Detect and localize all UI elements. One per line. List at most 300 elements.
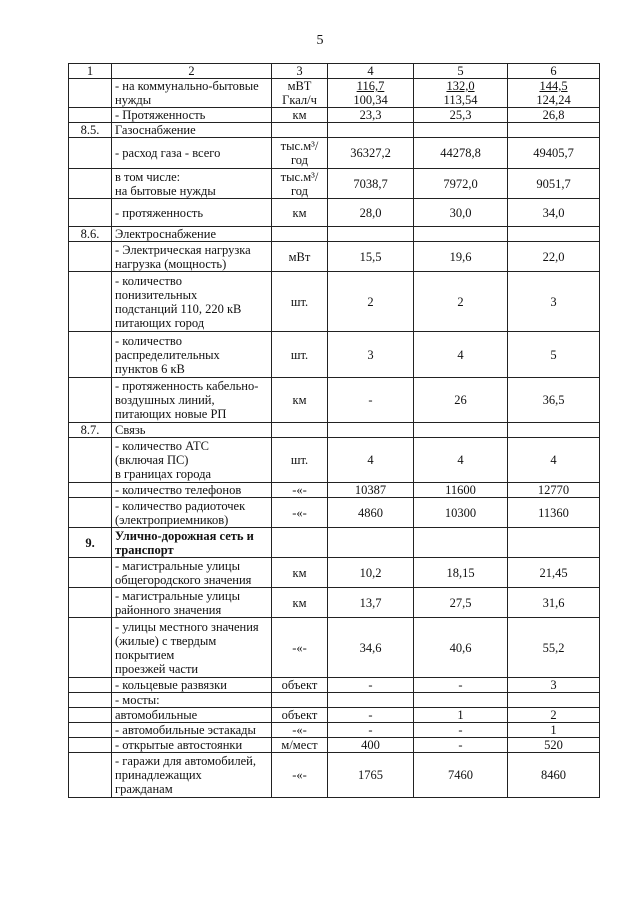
cell-line: м/мест — [281, 738, 318, 752]
unit-cell — [272, 199, 328, 227]
value-cell-c4 — [328, 123, 414, 138]
cell-line: 22,0 — [542, 249, 565, 264]
cell-line: 10300 — [444, 505, 477, 520]
section-number-cell — [69, 558, 112, 588]
cell-line: 1765 — [358, 768, 383, 782]
cell-line: (включая ПС) — [115, 453, 189, 467]
cell-line: 8460 — [541, 768, 566, 782]
table-row — [69, 169, 600, 199]
cell-line: - открытые автостоянки — [115, 738, 243, 752]
cell-line: -«- — [292, 640, 307, 655]
cell-line: км — [292, 108, 307, 122]
section-number-cell — [69, 272, 112, 332]
table-row — [69, 588, 600, 618]
table-row — [69, 708, 600, 723]
section-number-cell — [69, 723, 112, 738]
cell-line: районного значения — [115, 602, 222, 617]
value-cell-c5 — [414, 723, 508, 738]
cell-line: 4 — [457, 347, 464, 362]
value-cell-c5 — [414, 618, 508, 678]
value-cell-c4 — [328, 693, 414, 708]
table-row — [69, 199, 600, 227]
table-row — [69, 108, 600, 123]
indicator-name-cell — [112, 708, 272, 723]
cell-line: 31,6 — [542, 595, 565, 610]
cell-line: 7038,7 — [353, 176, 388, 191]
value-cell-c6 — [508, 242, 600, 272]
cell-line: - мосты: — [115, 693, 160, 707]
value-cell-c6 — [508, 108, 600, 123]
table-row — [69, 79, 600, 108]
cell-line: 2 — [457, 294, 464, 309]
unit-cell — [272, 498, 328, 528]
value-cell-c4 — [328, 618, 414, 678]
value-cell-c4 — [328, 242, 414, 272]
indicator-name-cell — [112, 79, 272, 108]
cell-line: (жилые) с твердым — [115, 633, 217, 648]
value-cell-c4 — [328, 438, 414, 483]
section-number-cell — [69, 693, 112, 708]
cell-line: проезжей части — [115, 661, 199, 676]
unit-cell — [272, 79, 328, 108]
section-number-cell — [69, 169, 112, 199]
indicator-name-cell — [112, 332, 272, 378]
value-cell-c5 — [414, 169, 508, 199]
value-cell-c5 — [414, 588, 508, 618]
cell-line: пунктов 6 кВ — [115, 361, 185, 376]
value-cell-c4 — [328, 558, 414, 588]
value-cell-c5 — [414, 123, 508, 138]
value-cell-c5 — [414, 498, 508, 528]
infrastructure-table — [68, 63, 600, 798]
value-cell-c5 — [414, 227, 508, 242]
cell-line: - гаражи для автомобилей, — [115, 754, 256, 768]
cell-line: в границах города — [115, 467, 212, 481]
cell-line: 1 — [550, 723, 557, 737]
value-cell-c6 — [508, 483, 600, 498]
section-number-cell — [69, 108, 112, 123]
cell-line: 11600 — [445, 483, 476, 497]
cell-line: 28,0 — [359, 205, 382, 220]
cell-line: 30,0 — [449, 205, 472, 220]
value-cell-c4 — [328, 272, 414, 332]
unit-cell — [272, 169, 328, 199]
value-cell-c6 — [508, 438, 600, 483]
header-cell: 1 — [69, 64, 112, 79]
value-cell-c5 — [414, 678, 508, 693]
value-cell-c6 — [508, 753, 600, 798]
value-cell-c5 — [414, 378, 508, 423]
header-cell: 6 — [508, 64, 600, 79]
cell-line: Улично-дорожная сеть и — [115, 528, 254, 543]
indicator-name-cell — [112, 723, 272, 738]
cell-line: покрытием — [115, 647, 175, 662]
cell-line: 4 — [457, 453, 464, 467]
section-number-cell — [69, 588, 112, 618]
cell-line: 3 — [550, 294, 557, 309]
cell-line: 113,54 — [443, 93, 478, 107]
cell-line: 34,0 — [542, 205, 565, 220]
cell-line: -«- — [292, 723, 307, 737]
header-row — [69, 64, 600, 79]
cell-line: шт. — [290, 347, 309, 362]
unit-cell — [272, 227, 328, 242]
table-body — [69, 64, 600, 798]
table-row — [69, 138, 600, 169]
cell-line: - улицы местного значения — [115, 619, 259, 634]
cell-line: распределительных — [115, 347, 220, 362]
cell-line: - кольцевые развязки — [115, 678, 227, 692]
cell-line: - автомобильные эстакады — [115, 723, 256, 737]
cell-line: питающих город — [115, 315, 205, 330]
value-cell-c5 — [414, 332, 508, 378]
cell-line: год — [290, 183, 309, 198]
indicator-name-cell — [112, 138, 272, 169]
cell-line: объект — [281, 708, 318, 722]
cell-line: 18,15 — [446, 565, 475, 580]
cell-line: 3 — [367, 347, 374, 362]
cell-line: нужды — [115, 93, 152, 107]
cell-line: 4 — [367, 453, 374, 467]
section-number-cell: 8.5. — [69, 123, 112, 138]
unit-cell — [272, 678, 328, 693]
value-cell-c5 — [414, 108, 508, 123]
cell-line: 520 — [544, 738, 563, 752]
value-cell-c5 — [414, 753, 508, 798]
cell-line: понизительных — [115, 287, 198, 302]
value-cell-c6 — [508, 332, 600, 378]
cell-line: тыс.м³/ — [280, 139, 319, 153]
unit-cell — [272, 438, 328, 483]
cell-line: 7972,0 — [443, 176, 478, 191]
cell-line: Газоснабжение — [115, 123, 196, 137]
cell-line: - количество — [115, 273, 182, 288]
cell-line: - магистральные улицы — [115, 588, 240, 603]
indicator-name-cell — [112, 588, 272, 618]
value-cell-c6 — [508, 723, 600, 738]
section-number-cell: 8.7. — [69, 423, 112, 438]
unit-cell — [272, 123, 328, 138]
cell-line: 12770 — [537, 483, 570, 497]
section-number-cell — [69, 438, 112, 483]
value-cell-c6 — [508, 199, 600, 227]
cell-line: шт. — [290, 453, 309, 467]
value-cell-c6 — [508, 528, 600, 558]
table-row — [69, 753, 600, 798]
value-cell-c4 — [328, 588, 414, 618]
unit-cell — [272, 108, 328, 123]
cell-line: 400 — [361, 738, 380, 752]
cell-line: 100,34 — [353, 93, 388, 107]
value-cell-c4 — [328, 378, 414, 423]
cell-line: 7460 — [448, 768, 473, 782]
cell-line: - — [368, 723, 373, 737]
cell-line: - протяженность кабельно- — [115, 379, 259, 393]
indicator-name-cell — [112, 272, 272, 332]
value-cell-c4 — [328, 498, 414, 528]
value-cell-c4 — [328, 678, 414, 693]
value-cell-c4 — [328, 108, 414, 123]
cell-line: 55,2 — [542, 640, 565, 655]
cell-line: на бытовые нужды — [115, 183, 216, 198]
cell-line: воздушных линий, — [115, 393, 215, 407]
indicator-name-cell — [112, 558, 272, 588]
value-cell-c6 — [508, 169, 600, 199]
cell-line: -«- — [292, 483, 307, 497]
value-cell-c5 — [414, 79, 508, 108]
table-row — [69, 272, 600, 332]
unit-cell — [272, 272, 328, 332]
section-number-cell — [69, 738, 112, 753]
value-cell-c4 — [328, 723, 414, 738]
section-number-cell: 8.6. — [69, 227, 112, 242]
unit-cell — [272, 483, 328, 498]
value-cell-c6 — [508, 618, 600, 678]
cell-line: питающих новые РП — [115, 407, 227, 421]
indicator-name-cell — [112, 227, 272, 242]
value-cell-c4 — [328, 169, 414, 199]
cell-line: 21,45 — [539, 565, 568, 580]
value-cell-c5 — [414, 558, 508, 588]
cell-line: общегородского значения — [115, 572, 252, 587]
cell-line: 36327,2 — [350, 146, 391, 160]
header-cell: 2 — [112, 64, 272, 79]
cell-line: - на коммунально-бытовые — [115, 79, 259, 93]
value-cell-c5 — [414, 423, 508, 438]
unit-cell — [272, 753, 328, 798]
value-cell-c5 — [414, 199, 508, 227]
value-cell-c6 — [508, 272, 600, 332]
cell-line: - расход газа - всего — [115, 146, 221, 160]
unit-cell — [272, 423, 328, 438]
table-row — [69, 618, 600, 678]
indicator-name-cell — [112, 738, 272, 753]
table-row — [69, 498, 600, 528]
indicator-name-cell — [112, 242, 272, 272]
cell-line: в том числе: — [115, 169, 181, 184]
indicator-name-cell — [112, 438, 272, 483]
cell-line: - — [458, 723, 463, 737]
cell-line: - — [458, 678, 463, 692]
cell-line: 1 — [457, 708, 464, 722]
value-cell-c4 — [328, 738, 414, 753]
unit-cell — [272, 332, 328, 378]
cell-line: - — [368, 708, 373, 722]
cell-line: 44278,8 — [440, 146, 481, 160]
table-row — [69, 528, 600, 558]
cell-line: 27,5 — [449, 595, 472, 610]
section-number-cell — [69, 483, 112, 498]
section-number-cell — [69, 199, 112, 227]
value-cell-c6 — [508, 693, 600, 708]
section-number-cell — [69, 753, 112, 798]
cell-line: нагрузка (мощность) — [115, 256, 227, 271]
table-row — [69, 558, 600, 588]
cell-line: 40,6 — [449, 640, 472, 655]
indicator-name-cell — [112, 693, 272, 708]
cell-line: -«- — [292, 768, 307, 782]
cell-line: гражданам — [115, 782, 173, 796]
table-row — [69, 227, 600, 242]
value-cell-c6 — [508, 588, 600, 618]
cell-line: 4860 — [358, 505, 383, 520]
cell-line: км — [292, 565, 307, 580]
cell-line: 19,6 — [449, 249, 472, 264]
cell-line: мВТ — [287, 79, 312, 93]
value-cell-c5 — [414, 738, 508, 753]
cell-line: 132,0 — [446, 79, 475, 93]
unit-cell — [272, 138, 328, 169]
table-row — [69, 123, 600, 138]
table-row — [69, 693, 600, 708]
value-cell-c5 — [414, 708, 508, 723]
value-cell-c6 — [508, 378, 600, 423]
cell-line: - количество радиоточек — [115, 498, 246, 513]
indicator-name-cell — [112, 753, 272, 798]
table-row — [69, 438, 600, 483]
value-cell-c6 — [508, 79, 600, 108]
indicator-name-cell — [112, 678, 272, 693]
value-cell-c5 — [414, 242, 508, 272]
value-cell-c5 — [414, 438, 508, 483]
cell-line: тыс.м³/ — [280, 169, 319, 184]
cell-line: - количество телефонов — [115, 483, 242, 497]
cell-line: км — [292, 393, 307, 407]
indicator-name-cell — [112, 123, 272, 138]
cell-line: 36,5 — [542, 393, 565, 407]
cell-line: - магистральные улицы — [115, 558, 240, 573]
cell-line: км — [292, 205, 307, 220]
unit-cell — [272, 708, 328, 723]
indicator-name-cell — [112, 378, 272, 423]
unit-cell — [272, 693, 328, 708]
cell-line: - — [458, 738, 463, 752]
cell-line: год — [290, 153, 309, 167]
indicator-name-cell — [112, 199, 272, 227]
section-number-cell — [69, 498, 112, 528]
cell-line: - протяженность — [115, 205, 204, 220]
unit-cell — [272, 378, 328, 423]
cell-line: автомобильные — [115, 708, 198, 722]
cell-line: (электроприемников) — [115, 512, 229, 527]
table-row — [69, 483, 600, 498]
section-number-cell — [69, 332, 112, 378]
indicator-name-cell — [112, 423, 272, 438]
indicator-name-cell — [112, 528, 272, 558]
page-number: 5 — [316, 33, 324, 48]
value-cell-c6 — [508, 558, 600, 588]
value-cell-c4 — [328, 332, 414, 378]
cell-line: 10,2 — [359, 565, 382, 580]
cell-line: 15,5 — [359, 249, 382, 264]
section-number-cell — [69, 678, 112, 693]
section-number-cell — [69, 378, 112, 423]
cell-line: 3 — [550, 678, 557, 692]
cell-line: Связь — [115, 423, 146, 437]
header-cell: 4 — [328, 64, 414, 79]
cell-line: транспорт — [115, 542, 174, 557]
section-number-cell — [69, 708, 112, 723]
indicator-name-cell — [112, 618, 272, 678]
unit-cell — [272, 738, 328, 753]
value-cell-c4 — [328, 708, 414, 723]
cell-line: 2 — [367, 294, 374, 309]
cell-line: - Протяженность — [115, 108, 206, 122]
cell-line: принадлежащих — [115, 768, 202, 782]
section-number-cell — [69, 138, 112, 169]
unit-cell — [272, 723, 328, 738]
cell-line: 11360 — [538, 505, 569, 520]
cell-line: 25,3 — [449, 108, 472, 122]
section-number-cell: 9. — [69, 528, 112, 558]
value-cell-c5 — [414, 693, 508, 708]
cell-line: 13,7 — [359, 595, 382, 610]
cell-line: Гкал/ч — [282, 93, 317, 107]
cell-line: 9051,7 — [536, 176, 571, 191]
cell-line: 23,3 — [359, 108, 382, 122]
value-cell-c6 — [508, 738, 600, 753]
table-row — [69, 242, 600, 272]
cell-line: 34,6 — [359, 640, 382, 655]
section-number-cell — [69, 618, 112, 678]
value-cell-c5 — [414, 272, 508, 332]
value-cell-c4 — [328, 227, 414, 242]
value-cell-c4 — [328, 199, 414, 227]
indicator-name-cell — [112, 498, 272, 528]
cell-line: Электроснабжение — [115, 227, 216, 241]
cell-line: 49405,7 — [533, 146, 574, 160]
cell-line: 10387 — [354, 483, 387, 497]
cell-line: 26,8 — [542, 108, 565, 122]
cell-line: шт. — [290, 294, 309, 309]
value-cell-c6 — [508, 138, 600, 169]
cell-line: км — [292, 595, 307, 610]
cell-line: 144,5 — [539, 79, 568, 93]
indicator-name-cell — [112, 108, 272, 123]
section-number-cell — [69, 242, 112, 272]
header-cell: 3 — [272, 64, 328, 79]
value-cell-c4 — [328, 423, 414, 438]
value-cell-c4 — [328, 528, 414, 558]
indicator-name-cell — [112, 483, 272, 498]
value-cell-c5 — [414, 138, 508, 169]
section-number-cell — [69, 79, 112, 108]
cell-line: объект — [281, 678, 318, 692]
header-cell: 5 — [414, 64, 508, 79]
cell-line: 116,7 — [356, 79, 385, 93]
table-row — [69, 332, 600, 378]
cell-line: - Электрическая нагрузка — [115, 242, 251, 257]
cell-line: 124,24 — [536, 93, 571, 107]
value-cell-c4 — [328, 483, 414, 498]
unit-cell — [272, 558, 328, 588]
cell-line: -«- — [292, 505, 307, 520]
unit-cell — [272, 242, 328, 272]
cell-line: - — [368, 678, 373, 692]
unit-cell — [272, 528, 328, 558]
value-cell-c5 — [414, 528, 508, 558]
table-row — [69, 678, 600, 693]
indicator-name-cell — [112, 169, 272, 199]
value-cell-c6 — [508, 123, 600, 138]
value-cell-c4 — [328, 753, 414, 798]
cell-line: - — [368, 393, 373, 407]
cell-line: 4 — [550, 453, 557, 467]
table-row — [69, 723, 600, 738]
value-cell-c6 — [508, 227, 600, 242]
value-cell-c6 — [508, 498, 600, 528]
value-cell-c4 — [328, 79, 414, 108]
